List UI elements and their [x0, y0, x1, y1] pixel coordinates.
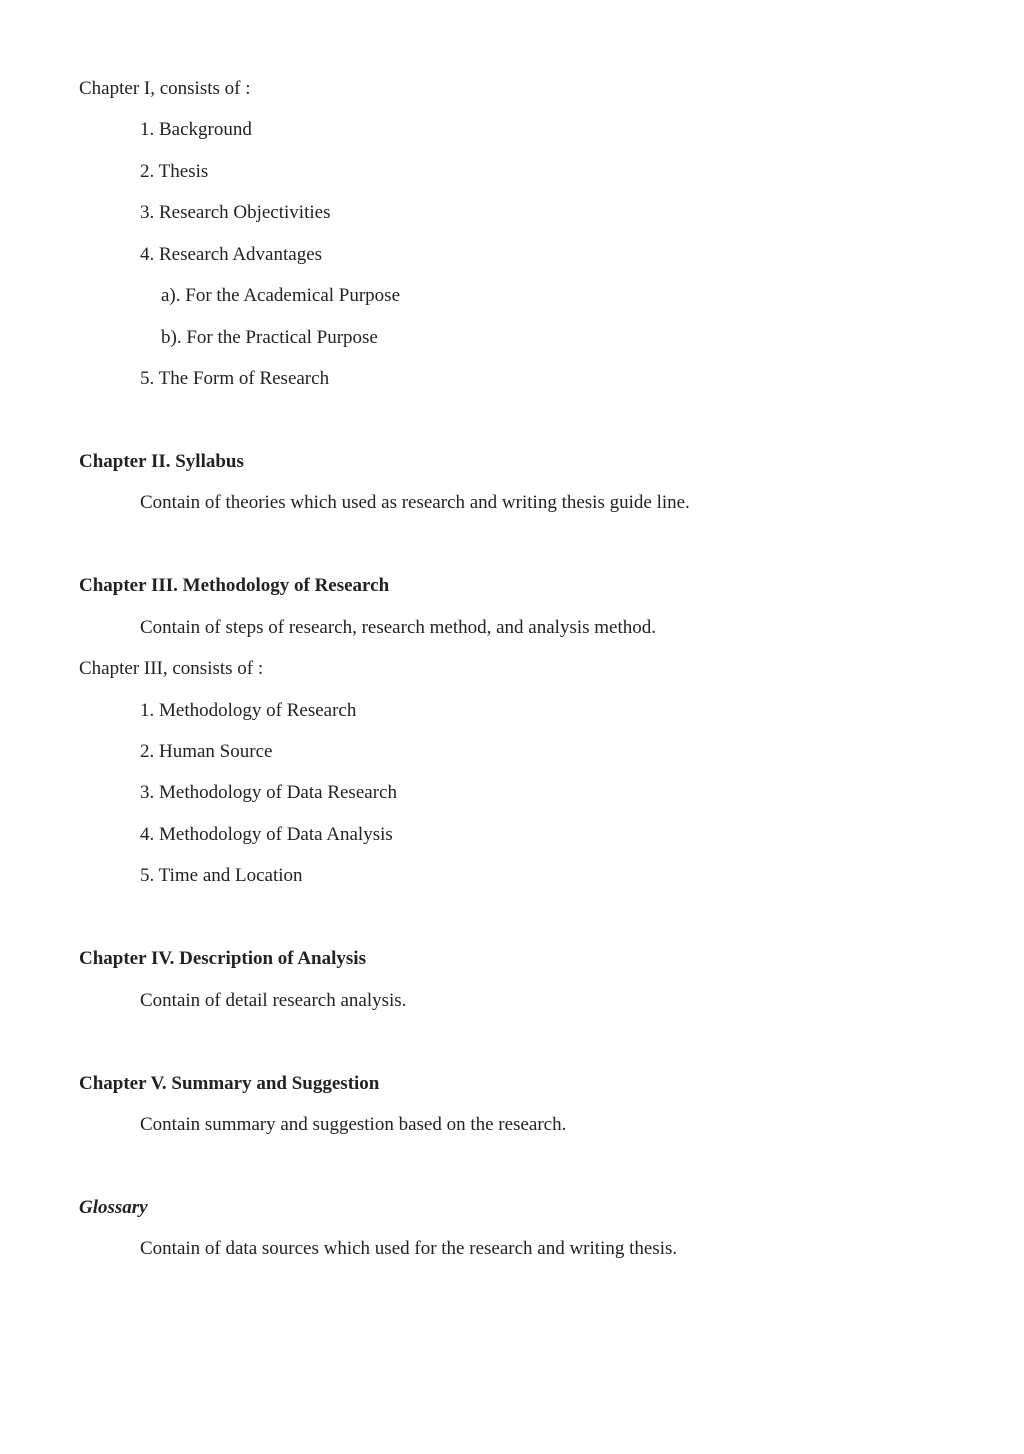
chapter4-heading: Chapter IV. Description of Analysis [79, 948, 366, 969]
chapter1-item-background: 1. Background [140, 119, 252, 140]
chapter5-description: Contain summary and suggestion based on the research. [140, 1114, 567, 1135]
chapter3-item-human-source: 2. Human Source [140, 741, 273, 762]
chapter3-heading: Chapter III. Methodology of Research [79, 575, 390, 596]
chapter1-subitem-academical-purpose: a). For the Academical Purpose [161, 285, 401, 306]
chapter1-item-thesis: 2. Thesis [140, 161, 209, 182]
glossary-description: Contain of data sources which used for the research and writing thesis. [140, 1238, 678, 1259]
chapter3-item-time-and-location: 5. Time and Location [140, 865, 303, 886]
chapter3-description: Contain of steps of research, research method, and analysis method. [140, 617, 657, 638]
chapter3-item-data-analysis: 4. Methodology of Data Analysis [140, 824, 393, 845]
chapter2-heading: Chapter II. Syllabus [79, 451, 244, 472]
chapter1-item-form-of-research: 5. The Form of Research [140, 368, 330, 389]
chapter3-item-data-research: 3. Methodology of Data Research [140, 782, 397, 803]
chapter4-description: Contain of detail research analysis. [140, 990, 407, 1011]
chapter1-subitem-practical-purpose: b). For the Practical Purpose [161, 327, 378, 348]
chapter1-item-research-advantages: 4. Research Advantages [140, 244, 323, 265]
chapter3-intro: Chapter III, consists of : [79, 658, 264, 679]
glossary-heading: Glossary [79, 1197, 148, 1218]
chapter1-intro: Chapter I, consists of : [79, 78, 251, 99]
chapter1-item-research-objectivities: 3. Research Objectivities [140, 202, 331, 223]
chapter5-heading: Chapter V. Summary and Suggestion [79, 1073, 380, 1094]
chapter2-description: Contain of theories which used as research and writing thesis guide line. [140, 492, 690, 513]
chapter3-item-methodology-of-research: 1. Methodology of Research [140, 700, 357, 721]
